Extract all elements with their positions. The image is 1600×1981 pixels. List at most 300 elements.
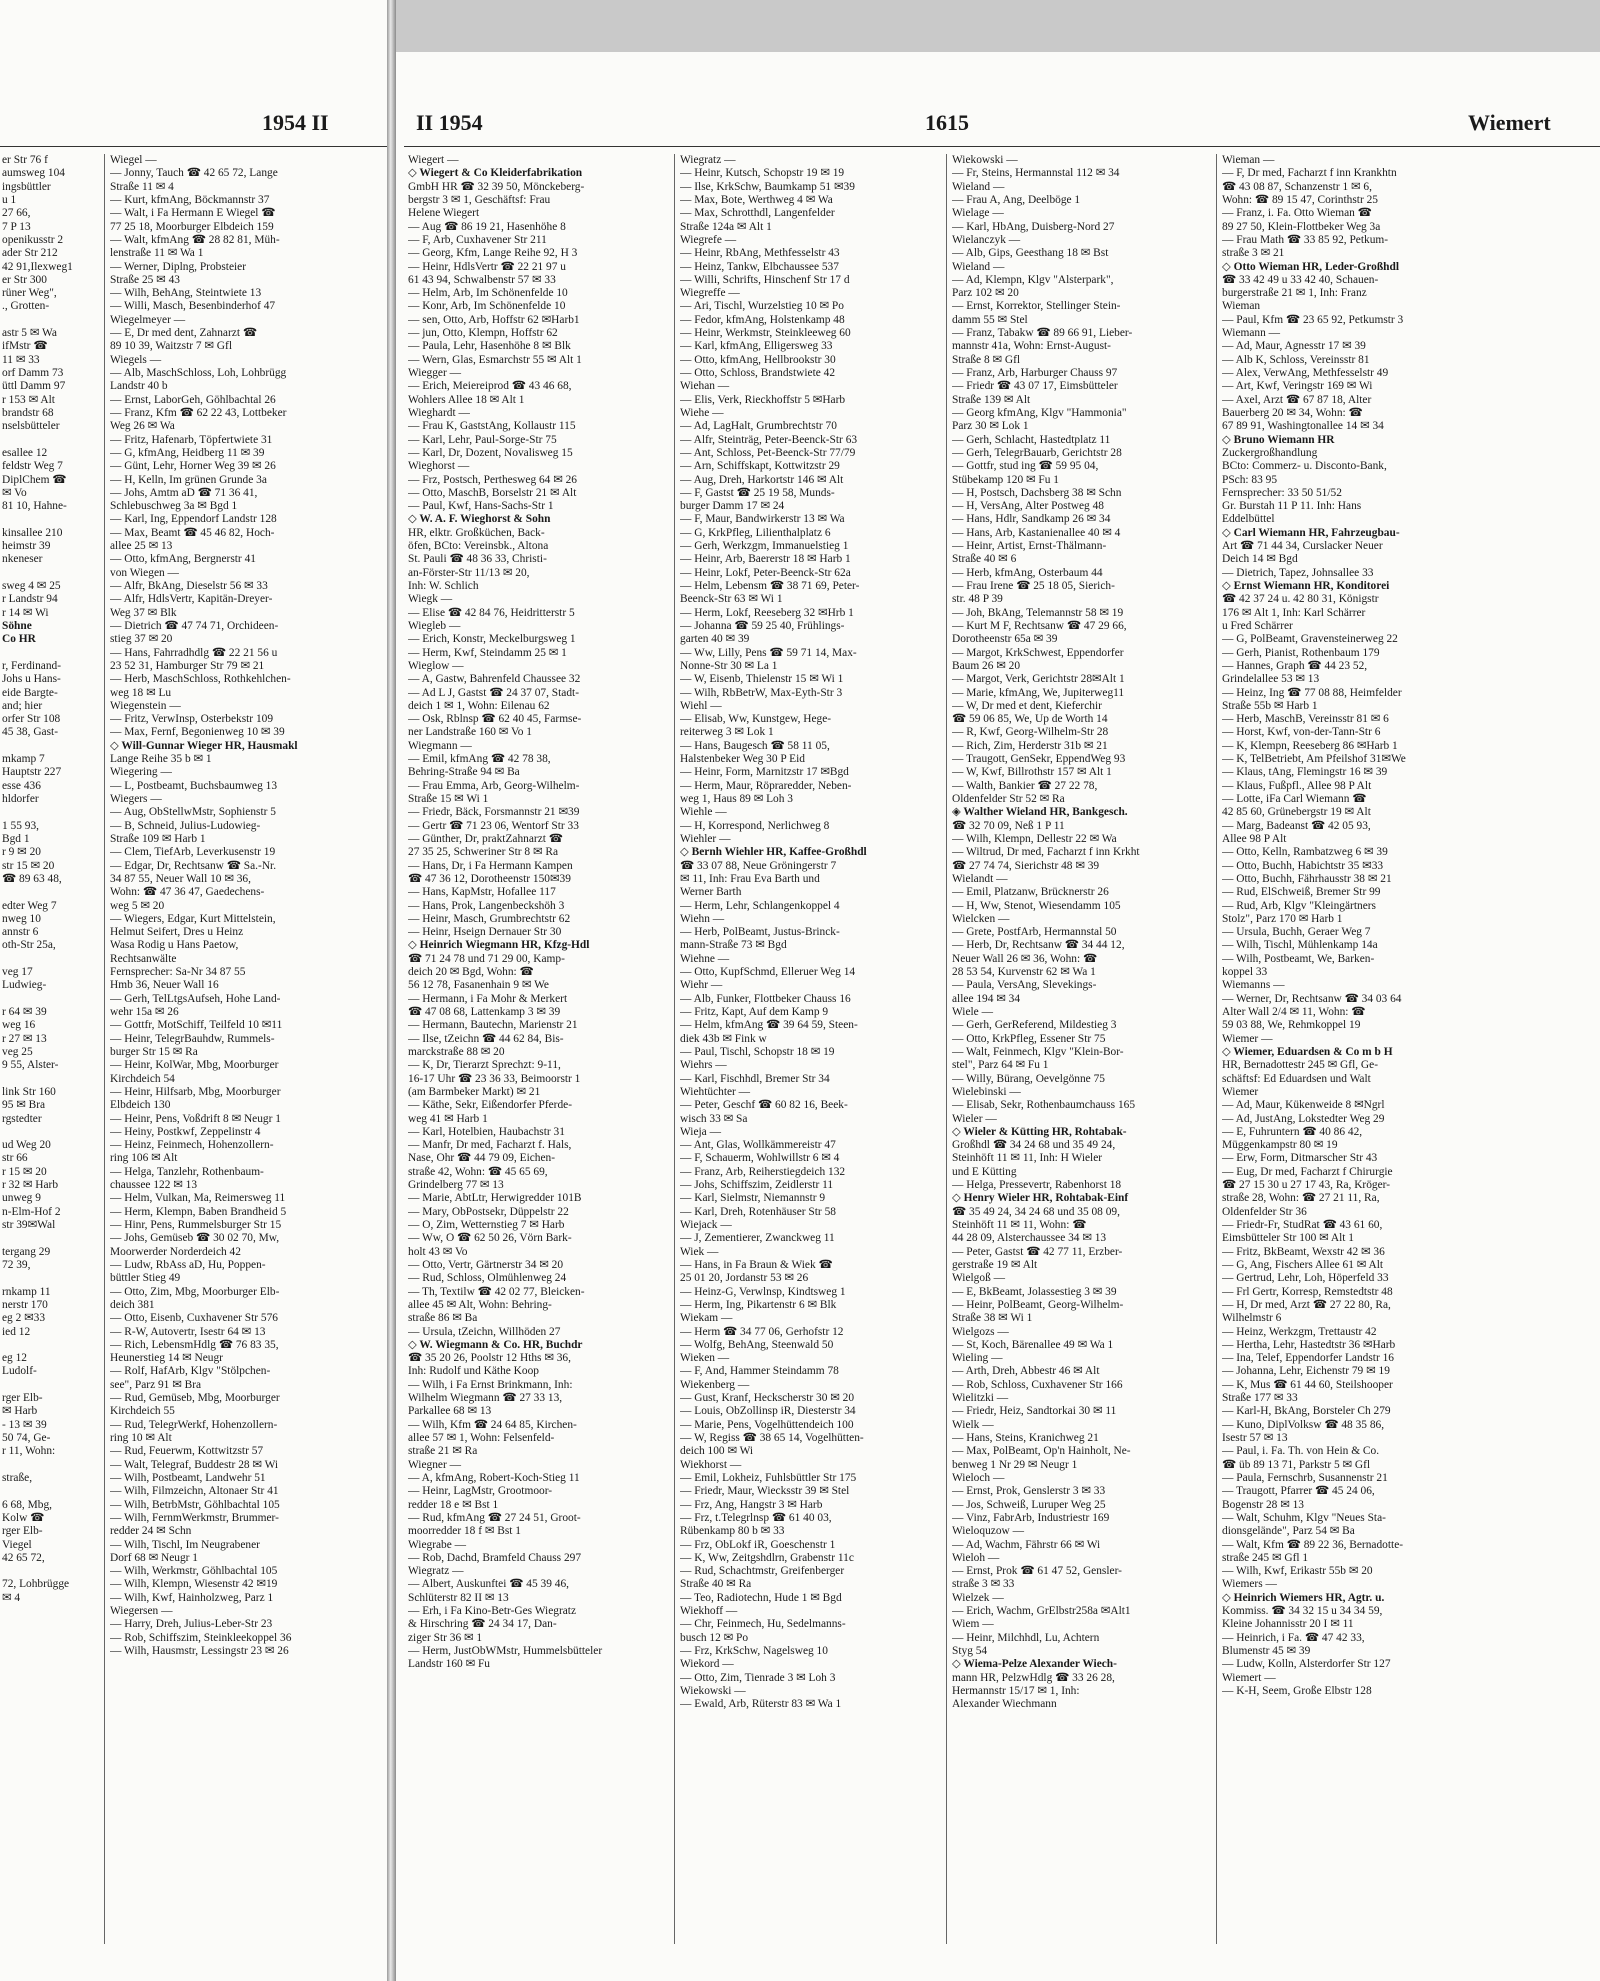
directory-line: Söhne [2, 619, 32, 632]
directory-line [2, 647, 102, 660]
directory-line: — Margot, Verk, Gerichtstr 28✉Alt 1 [952, 673, 1125, 686]
directory-line: 27 66, [2, 207, 31, 220]
directory-line: ◇ Carl Wiemann HR, Fahrzeugbau- [1222, 526, 1400, 539]
directory-line: — Paul, i. Fa. Th. von Hein & Co. [1222, 1445, 1380, 1458]
directory-line: Baum 26 ✉ 20 [952, 659, 1021, 672]
directory-line: moorredder 18 f ✉ Bst 1 [408, 1525, 521, 1538]
directory-line: redder 24 ✉ Schn [110, 1525, 192, 1538]
directory-line: — H, Dr med, Arzt ☎ 27 22 80, Ra, [1222, 1298, 1391, 1311]
directory-line: reiterweg 3 ✉ Lok 1 [680, 726, 774, 739]
directory-line: Helmut Seifert, Dres u Heinz [110, 926, 244, 939]
directory-line: — Paula, Fernschrb, Susannenstr 21 [1222, 1471, 1388, 1484]
column-divider [104, 154, 105, 1944]
directory-line: — Vinz, FabrArb, Industriestr 169 [952, 1511, 1110, 1524]
directory-line: — Helm, Vulkan, Ma, Reimersweg 11 [110, 1192, 286, 1205]
directory-line: — Gerh, Schlacht, Hastedtplatz 11 [952, 433, 1111, 446]
directory-line: — Art, Kwf, Veringstr 169 ✉ Wi [1222, 380, 1373, 393]
directory-line: er Str 300 [2, 273, 47, 286]
directory-line: — Wilh, BetrbMstr, Göhlbachtal 105 [110, 1498, 280, 1511]
directory-line: Wiegert — [408, 154, 459, 166]
directory-line: Wiemer — [1222, 1032, 1273, 1045]
directory-line: — Gerh, TelLtgsAufseh, Hohe Land- [110, 992, 281, 1005]
directory-line: straße, [2, 1471, 33, 1484]
directory-line: mann HR, PelzwHdlg ☎ 33 26 28, [952, 1671, 1115, 1684]
directory-line [2, 1565, 102, 1578]
directory-line: Wiejack — [680, 1219, 732, 1231]
directory-line [2, 1485, 102, 1498]
directory-line: — Karl, Hotelbien, Haubachstr 31 [408, 1125, 565, 1138]
directory-line: — Grete, PostfArb, Hermannstal 50 [952, 926, 1117, 939]
directory-line: Straße 11 ✉ 4 [110, 180, 174, 193]
directory-line: eide Bargte- [2, 686, 58, 699]
directory-line: 7 P 13 [2, 220, 31, 233]
directory-line: — Ilse, tZeichn ☎ 44 62 84, Bis- [408, 1032, 564, 1045]
column-divider [1216, 154, 1217, 1944]
directory-line: Wielandt — [952, 872, 1008, 885]
directory-line: — Wilh, Werkmstr, Göhlbachtal 105 [110, 1565, 278, 1578]
directory-line: — Fritz, VerwInsp, Osterbekstr 109 [110, 713, 274, 726]
directory-line: garten 40 ✉ 39 [680, 633, 750, 646]
directory-line: — Arth, Dreh, Abbestr 46 ✉ Alt [952, 1365, 1100, 1378]
directory-line: — Paula, VersAng, Slevekings- [952, 979, 1097, 992]
directory-line: — sen, Otto, Arb, Hoffstr 62 ✉Harb1 [408, 313, 580, 326]
directory-line: nerstr 170 [2, 1298, 48, 1311]
directory-line: BCto: Commerz- u. Disconto-Bank, [1222, 460, 1387, 473]
directory-line: — Alex, VerwAng, Methfesselstr 49 [1222, 367, 1389, 379]
directory-line: nkeneser [2, 553, 43, 566]
directory-line: rnkamp 11 [2, 1285, 51, 1298]
directory-line: — Ilse, KrkSchw, Baumkamp 51 ✉39 [680, 180, 855, 193]
directory-line: Grindelberg 77 ✉ 13 [408, 1179, 504, 1192]
directory-line: ◇ Bernh Wiehler HR, Kaffee-Großhdl [680, 846, 867, 859]
directory-line: — R-W, Autovertr, Isestr 64 ✉ 13 [110, 1325, 266, 1338]
directory-line: str 15 ✉ 20 [2, 859, 55, 872]
directory-line: — A, Gastw, Bahrenfeld Chaussee 32 [408, 673, 581, 686]
directory-line: — Otto, Buchh, Habichtstr 35 ✉33 [1222, 859, 1384, 872]
directory-line: — Willi, Schrifts, Hinschenf Str 17 d [680, 273, 850, 286]
directory-line: benweg 1 Nr 29 ✉ Neugr 1 [952, 1458, 1078, 1471]
directory-line: — Ernst, Prok ☎ 61 47 52, Gensler- [952, 1565, 1122, 1578]
directory-line: Landstr 160 ✉ Fu [408, 1658, 490, 1671]
directory-line: Straße 8 ✉ Gfl [952, 353, 1021, 366]
directory-line: Wieghardt — [408, 406, 470, 419]
directory-line: — Wiltrud, Dr med, Facharzt f inn Krkht [952, 846, 1140, 859]
directory-line: — Kuno, DiplVolksw ☎ 48 35 86, [1222, 1418, 1385, 1431]
directory-line: u Fred Schärrer [1222, 619, 1293, 632]
directory-line: straße 86 ✉ Ba [408, 1312, 478, 1325]
directory-line: — Hans, Steins, Kranichweg 21 [952, 1432, 1099, 1444]
directory-line: — Louis, ObZollinsp iR, Diesterstr 34 [680, 1405, 856, 1418]
directory-column [952, 154, 1212, 1954]
directory-line: ☎ 43 08 87, Schanzenstr 1 ✉ 6, [1222, 180, 1372, 193]
directory-line: — Emil, Lokheiz, Fuhlsbüttler Str 175 [680, 1471, 857, 1484]
directory-line: — Ad, Klempn, Klgv "Alsterpark", [952, 273, 1114, 286]
directory-line: lenstraße 11 ✉ Wa 1 [110, 247, 204, 260]
directory-line: — Max, Beamt ☎ 45 46 82, Hoch- [110, 526, 275, 539]
running-head: Wiemert [1468, 110, 1551, 135]
directory-line: — Karl, Ing, Eppendorf Landstr 128 [110, 513, 277, 526]
directory-line: — Herm, JustObWMstr, Hummelsbütteler [408, 1645, 603, 1657]
directory-line [2, 513, 102, 526]
directory-line: Wiekhorst — [680, 1458, 742, 1471]
directory-line: — Heinz, Werkzgm, Trettaustr 42 [1222, 1325, 1377, 1338]
directory-line: ◇ Heinrich Wiemers HR, Agtr. u. [1222, 1591, 1385, 1604]
directory-line: — Frz, ObLokf iR, Goeschenstr 1 [680, 1538, 836, 1551]
directory-line: Styg 54 [952, 1645, 988, 1657]
directory-line: — Johanna, Lehr, Eichenstr 79 ✉ 19 [1222, 1365, 1390, 1378]
directory-line: Kleine Johannisstr 20 I ✉ 11 [1222, 1618, 1354, 1631]
directory-line: — Heinrich, i Fa. ☎ 47 42 33, [1222, 1631, 1365, 1644]
header-rule-left [0, 146, 387, 147]
directory-line: Wiegk — [408, 593, 453, 606]
directory-line: wehr 15a ✉ 26 [110, 1006, 179, 1018]
directory-line: Wielzek — [952, 1591, 1004, 1604]
directory-line: — Ari, Tischl, Wurzelstieg 10 ✉ Po [680, 300, 844, 313]
directory-line: Wieloquzow — [952, 1525, 1024, 1538]
directory-line: — Wilh, Filmzeichn, Altonaer Str 41 [110, 1485, 279, 1498]
directory-line: — Rolf, HafArb, Klgv "Stölpchen- [110, 1365, 271, 1378]
directory-line: Blumenstr 45 ✉ 39 [1222, 1645, 1311, 1657]
directory-line: Wiehle — [680, 806, 727, 819]
directory-line: Alexander Wiechmann [952, 1698, 1057, 1711]
directory-line: Dorf 68 ✉ Neugr 1 [110, 1551, 198, 1564]
directory-line: Hmb 36, Neuer Wall 16 [110, 979, 219, 992]
directory-line: Wielgoß — [952, 1272, 1006, 1285]
directory-line: Wiegger — [408, 367, 461, 379]
directory-line: HR, Bernadottestr 245 ✉ Gfl, Ge- [1222, 1059, 1379, 1072]
directory-line: — Alfr, Steinträg, Peter-Beenck-Str 63 [680, 433, 858, 446]
directory-line: mkamp 7 [2, 753, 45, 766]
directory-line: — Otto, Vertr, Gärtnerstr 34 ✉ 20 [408, 1258, 564, 1271]
directory-line: — Otto, KrkPfleg, Essener Str 75 [952, 1032, 1106, 1045]
directory-line: Eimsbütteler Str 100 ✉ Alt 1 [1222, 1232, 1354, 1245]
directory-line: ziger Str 36 ✉ 1 [408, 1631, 483, 1644]
directory-line: — Johs, Gemüseb ☎ 30 02 70, Mw, [110, 1232, 280, 1245]
directory-column [680, 154, 942, 1954]
directory-line: Grindelallee 53 ✉ 13 [1222, 673, 1320, 686]
page-number: 1615 [925, 110, 969, 135]
directory-line: — Herm, Klempn, Baben Brandheid 5 [110, 1205, 287, 1218]
directory-line: — Frz, Postsch, Perthesweg 64 ✉ 26 [408, 473, 578, 486]
directory-line: Wieland — [952, 180, 1005, 193]
directory-line: ✉ 4 [2, 1591, 21, 1604]
directory-line: ☎ 27 15 30 u 27 17 43, Ra, Kröger- [1222, 1179, 1391, 1192]
directory-line: 56 12 78, Fasanenhain 9 ✉ We [408, 979, 549, 992]
directory-line: — Axel, Arzt ☎ 67 87 18, Alter [1222, 393, 1372, 406]
directory-line: — Paul, Tischl, Schopstr 18 ✉ 19 [680, 1045, 835, 1058]
directory-line: Steinhöft 11 ✉ 11, Wohn: ☎ [952, 1219, 1087, 1231]
directory-line: — Ursula, Buchh, Geraer Weg 7 [1222, 926, 1371, 939]
directory-line: — Otto, Schloss, Brandstwiete 42 [680, 367, 836, 379]
directory-line: Wieloch — [952, 1471, 1005, 1484]
directory-line: — Rich, Zim, Herderstr 31b ✉ 21 [952, 739, 1108, 752]
directory-line: Wieja — [680, 1125, 721, 1138]
directory-line: r 32 ✉ Harb [2, 1179, 59, 1192]
directory-line: — Ww, O ☎ 62 50 26, Vörn Bark- [408, 1232, 572, 1245]
directory-line: Wiemers — [1222, 1578, 1277, 1591]
directory-line [2, 993, 102, 1006]
directory-line: — Hans, Fahrradhdlg ☎ 22 21 56 u [110, 646, 278, 659]
directory-line: — G, kfmAng, Heidberg 11 ✉ 39 [110, 446, 265, 459]
directory-line: — Emil, Platzanw, Brücknerstr 26 [952, 886, 1109, 899]
directory-line: und E Kütting [952, 1165, 1017, 1178]
directory-line: — Franz, i. Fa. Otto Wieman ☎ [1222, 207, 1372, 220]
directory-line: — Dietrich ☎ 47 74 71, Orchideen- [110, 619, 279, 632]
directory-line: — Otto, Eisenb, Cuxhavener Str 576 [110, 1312, 278, 1325]
directory-line: mann-Straße 73 ✉ Bgd [680, 939, 787, 952]
directory-line: dionsgelände", Parz 54 ✉ Ba [1222, 1525, 1355, 1538]
directory-line: 1 55 93, [2, 819, 40, 832]
directory-line: — Wilh, Postbeamt, Landwehr 51 [110, 1471, 266, 1484]
directory-line: — Arn, Schiffskapt, Kottwitzstr 29 [680, 460, 840, 473]
directory-line: 25 01 20, Jordanstr 53 ✉ 26 [680, 1272, 809, 1285]
directory-line: redder 18 e ✉ Bst 1 [408, 1498, 499, 1511]
directory-line: Parkallee 68 ✉ 13 [408, 1405, 492, 1418]
directory-line: Oldenfelder Str 36 [1222, 1205, 1307, 1218]
directory-line: Kirchdeich 55 [110, 1405, 175, 1418]
directory-line: nweg 10 [2, 912, 41, 925]
directory-line: — Rud, Arb, Klgv "Kleingärtners [1222, 899, 1376, 912]
directory-line: r, Ferdinand- [2, 659, 62, 672]
directory-line: Werner Barth [680, 886, 742, 899]
directory-line: feldstr Weg 7 [2, 460, 63, 473]
directory-line: — Elisab, Ww, Kunstgew, Hege- [680, 713, 832, 726]
directory-line: — Helm, Arb, Im Schönenfelde 10 [408, 287, 568, 300]
directory-line: — Traugott, Pfarrer ☎ 45 24 06, [1222, 1485, 1375, 1498]
directory-line: — Kurt, kfmAng, Böckmannstr 37 [110, 193, 270, 206]
directory-line: deich 381 [110, 1298, 155, 1311]
directory-line [2, 1073, 102, 1086]
directory-line: r 153 ✉ Alt [2, 393, 55, 406]
directory-line: — Karl, Fischhdl, Bremer Str 34 [680, 1072, 830, 1085]
directory-line: — Ant, Glas, Wollkämmereistr 47 [680, 1139, 836, 1152]
directory-line: — Karl, Dreh, Rotenhäuser Str 58 [680, 1205, 836, 1218]
directory-line: — Alb, MaschSchloss, Loh, Lohbrügg [110, 367, 287, 379]
directory-line: 44 28 09, Alsterchaussee 34 ✉ 13 [952, 1232, 1107, 1245]
directory-column [1222, 154, 1594, 1954]
directory-line: — Herm, Lehr, Schlangenkoppel 4 [680, 899, 840, 912]
directory-line: — Hans, KapMstr, Hofallee 117 [408, 886, 556, 899]
directory-line: Wiehl — [680, 699, 722, 712]
directory-line: — Heinz-G, Verwlnsp, Kindtsweg 1 [680, 1285, 846, 1298]
directory-line: — L, Postbeamt, Buchsbaumweg 13 [110, 779, 278, 792]
directory-line: Stübekamp 120 ✉ Fu 1 [952, 473, 1059, 486]
directory-line: — Heinr, Werkmstr, Steinkleeweg 60 [680, 327, 851, 340]
directory-line: Zuckergroßhandlung [1222, 446, 1318, 459]
directory-line: — Marie, AbtLtr, Herwigredder 101B [408, 1192, 582, 1205]
directory-line: — Wilh, Klempn, Wiesenstr 42 ✉19 [110, 1578, 278, 1591]
directory-line: — G, Ang, Fischers Allee 61 ✉ Alt [1222, 1258, 1384, 1271]
directory-line: — Heinr, Lokf, Peter-Beenck-Str 62a [680, 566, 851, 579]
directory-line: str. 48 P 39 [952, 593, 1003, 606]
directory-line: 77 25 18, Moorburger Elbdeich 159 [110, 220, 274, 233]
directory-line: — Wilh, Kwf, Erikastr 55b ✉ 20 [1222, 1565, 1373, 1578]
directory-line: Wiegrabe — [408, 1538, 467, 1551]
directory-line: ◇ Wiema-Pelze Alexander Wiech- [952, 1658, 1117, 1671]
directory-line: Heunerstieg 14 ✉ Neugr [110, 1352, 223, 1365]
directory-line: — Heinr, Form, Marnitzstr 17 ✉Bgd [680, 766, 849, 779]
directory-line: heimstr 39 [2, 540, 51, 553]
directory-line: — Walt, Feinmech, Klgv "Klein-Bor- [952, 1045, 1124, 1058]
directory-line: Stolz", Parz 170 ✉ Harb 1 [1222, 912, 1343, 925]
directory-line: — Herm, Maur, Röpraredder, Neben- [680, 779, 852, 792]
directory-line: — Heinr, TelegrBauhdw, Rummels- [110, 1032, 275, 1045]
directory-line: — Herb, MaschB, Vereinsstr 81 ✉ 6 [1222, 713, 1389, 726]
directory-line: diek 43b ✉ Fink w [680, 1032, 767, 1045]
directory-line: weg 41 ✉ Harb 1 [408, 1112, 488, 1125]
directory-line: — Erich, Meiereiprod ☎ 43 46 68, [408, 380, 572, 393]
directory-line: — Wilh, Hausmstr, Lessingstr 23 ✉ 26 [110, 1645, 289, 1657]
directory-line: n-Elm-Hof 2 [2, 1205, 61, 1218]
right-page-year: II 1954 [416, 110, 483, 135]
directory-line: — Marie, Pens, Vogelhüttendeich 100 [680, 1418, 854, 1431]
directory-line: rger Elb- [2, 1525, 43, 1538]
directory-line: — Ewald, Arb, Rüterstr 83 ✉ Wa 1 [680, 1698, 842, 1711]
directory-line: Wiegering — [110, 766, 172, 779]
directory-line: — Hinr, Pens, Rummelsburger Str 15 [110, 1219, 282, 1231]
directory-line: Wielanczyk — [952, 233, 1021, 246]
directory-line: — Marie, kfmAng, We, Jupiterweg11 [952, 686, 1125, 699]
directory-line: — Heinr, Arb, Baererstr 18 ✉ Harb 1 [680, 553, 851, 566]
directory-line: 89 27 50, Klein-Flottbeker Weg 3a [1222, 220, 1381, 233]
directory-line: straße 42, Wohn: ☎ 45 65 69, [408, 1165, 548, 1178]
directory-line: — Horst, Kwf, von-der-Tann-Str 6 [1222, 726, 1381, 739]
book-gutter [387, 0, 396, 1981]
directory-line: burger Damm 17 ✉ 24 [680, 500, 785, 513]
directory-line: — Friedr, Maur, Wiecksstr 39 ✉ Stel [680, 1485, 850, 1498]
directory-line: Wiem — [952, 1618, 994, 1631]
directory-line: — Günt, Lehr, Horner Weg 39 ✉ 26 [110, 460, 276, 473]
directory-line: Johs u Hans- [2, 673, 61, 686]
directory-line: str 66 [2, 1152, 28, 1165]
directory-line: Elbdeich 130 [110, 1099, 171, 1112]
directory-line: Wiegels — [110, 353, 162, 366]
directory-line: — Alb K, Schloss, Vereinsstr 81 [1222, 353, 1370, 366]
directory-column [110, 154, 382, 1954]
directory-line: Wielgozs — [952, 1325, 1009, 1338]
directory-line: Wieling — [952, 1352, 1003, 1365]
directory-line: — Eug, Dr med, Facharzt f Chirurgie [1222, 1165, 1393, 1178]
directory-line: — Gerh, Pianist, Rothenbaum 179 [1222, 646, 1380, 659]
directory-line: — Ad, Maur, Agnesstr 17 ✉ 39 [1222, 340, 1366, 353]
directory-line: r Landstr 94 [2, 593, 58, 606]
directory-line: — Heinr, LagMstr, Grootmoor- [408, 1485, 553, 1498]
directory-line: ☎ 47 36 12, Dorotheenstr 150✉39 [408, 872, 571, 885]
directory-line: — Rob, Schiffszim, Steinkleekoppel 36 [110, 1631, 292, 1644]
directory-line: Dorotheenstr 65a ✉ 39 [952, 633, 1058, 646]
directory-line: Landstr 40 b [110, 380, 168, 393]
directory-line: — Frz, KrkSchw, Nagelsweg 10 [680, 1645, 828, 1657]
directory-line: see", Parz 91 ✉ Bra [110, 1378, 202, 1391]
directory-line: ◇ Wiegert & Co Kleiderfabrikation [408, 167, 583, 180]
directory-line: — Lotte, iFa Carl Wiemann ☎ [1222, 793, 1367, 805]
directory-line: — Willy, Bürang, Oevelgönne 75 [952, 1072, 1105, 1085]
directory-line: burgerstraße 21 ✉ 1, Inh: Franz [1222, 287, 1367, 300]
directory-line: — Heinr, KolWar, Mbg, Moorburger [110, 1059, 279, 1072]
directory-line: — Aug, Dreh, Harkortstr 146 ✉ Alt [680, 473, 844, 486]
directory-line: — Herb, MaschSchloss, Rothkehlchen- [110, 673, 291, 686]
directory-line: — Wilh, RbBetrW, Max-Eyth-Str 3 [680, 686, 843, 699]
directory-line: — Hermann, i Fa Mohr & Merkert [408, 992, 568, 1005]
directory-line: Wohn: ☎ 47 36 47, Gaedechens- [110, 886, 265, 899]
directory-line: weg 18 ✉ Lu [110, 686, 172, 699]
directory-line: 6 68, Mbg, [2, 1498, 52, 1511]
directory-line: — Heiny, Postkwf, Zeppelinstr 4 [110, 1125, 261, 1138]
directory-line: — O, Zim, Wetternstieg 7 ✉ Harb [408, 1219, 565, 1231]
directory-line: — Gottfr, MotSchiff, Teilfeld 10 ✉11 [110, 1019, 283, 1032]
directory-line: — Ad L J, Gastst ☎ 24 37 07, Stadt- [408, 686, 580, 699]
directory-line: — Jos, Schweiß, Luruper Weg 25 [952, 1498, 1106, 1511]
directory-line: — Rud, Schloss, Olmühlenweg 24 [408, 1272, 567, 1285]
directory-line: ◇ Will-Gunnar Wieger HR, Hausmakl [110, 739, 298, 752]
directory-line: Wiegersen — [110, 1605, 173, 1618]
directory-line: rgstedter [2, 1112, 42, 1125]
directory-line: — Joh, BkAng, Telemannstr 58 ✉ 19 [952, 606, 1124, 619]
directory-line: — Ant, Schloss, Pet-Beenck-Str 77/79 [680, 446, 856, 459]
directory-line: — Erw, Form, Ditmarscher Str 43 [1222, 1152, 1378, 1165]
directory-line: & Hirschring ☎ 24 34 17, Dan- [408, 1618, 557, 1631]
directory-line: r 14 ✉ Wi [2, 606, 49, 619]
directory-line: — Hans, Dr, i Fa Hermann Kampen [408, 859, 573, 872]
directory-line: — Franz, Arb, Reiherstiegdeich 132 [680, 1165, 846, 1178]
directory-line: deich 1 ✉ 1, Wohn: Eilenau 62 [408, 699, 550, 712]
directory-line: hldorfer [2, 793, 39, 805]
directory-line: — Karl, Sielmstr, Niemannstr 9 [680, 1192, 826, 1205]
directory-line: link Str 160 [2, 1085, 56, 1098]
directory-line: — Walt, kfmAng ☎ 28 82 81, Müh- [110, 233, 280, 246]
directory-line: ◈ Walther Wieland HR, Bankgesch. [952, 806, 1128, 819]
directory-line: Wielcken — [952, 912, 1010, 925]
directory-line: — Heinr, Milchhdl, Lu, Achtern [952, 1631, 1100, 1644]
directory-line: — Georg, Kfm, Lange Reihe 92, H 3 [408, 247, 578, 260]
directory-line: — Clem, TiefArb, Leverkusenstr 19 [110, 846, 276, 859]
directory-line: St. Pauli ☎ 48 36 33, Christi- [408, 553, 547, 566]
directory-line: (am Barmbeker Markt) ✉ 21 [408, 1085, 541, 1098]
directory-line: ☎ 42 37 24 u. 42 80 31, Königstr [1222, 593, 1379, 606]
directory-line: Wiegratz — [680, 154, 736, 166]
directory-line: Co HR [2, 633, 36, 646]
directory-line: 72 39, [2, 1258, 31, 1271]
directory-line: Neuer Wall 26 ✉ 36, Wohn: ☎ [952, 952, 1098, 965]
directory-line: Wielage — [952, 207, 1004, 220]
directory-line: Wiele — [952, 1006, 993, 1018]
directory-line: 72, Lohbrügge [2, 1578, 70, 1591]
directory-line: 42 85 60, Grünebergstr 19 ✉ Alt [1222, 806, 1371, 819]
directory-line: and; hier [2, 699, 43, 712]
directory-line: ☎ 27 74 74, Sierichstr 48 ✉ 39 [952, 859, 1100, 872]
directory-line: PSch: 83 95 [1222, 473, 1278, 486]
directory-line: ◇ W. Wiegmann & Co. HR, Buchdr [408, 1338, 583, 1351]
directory-line: Moorwerder Norderdeich 42 [110, 1245, 241, 1258]
directory-line: — Herm, Ing, Pikartenstr 6 ✉ Blk [680, 1298, 837, 1311]
directory-line: — Alfr, BkAng, Dieselstr 56 ✉ 33 [110, 580, 268, 592]
directory-line: ner Landstraße 160 ✉ Vo 1 [408, 726, 532, 739]
directory-line: ., Grotten- [2, 300, 50, 313]
directory-line: Kommiss. ☎ 34 32 15 u 34 34 59, [1222, 1605, 1383, 1618]
directory-line: — Fedor, kfmAng, Holstenkamp 48 [680, 313, 845, 326]
directory-line: — Harry, Dreh, Julius-Leber-Str 23 [110, 1618, 273, 1631]
column-divider [674, 154, 675, 1944]
directory-line: ☎ 35 49 24, 34 24 68 und 35 08 09, [952, 1205, 1120, 1218]
directory-line: — K, Klempn, Reeseberg 86 ✉Harb 1 [1222, 739, 1398, 752]
directory-line: — Rich, LebensmHdlg ☎ 76 83 35, [110, 1338, 279, 1351]
directory-line: ◇ Bruno Wiemann HR [1222, 433, 1335, 446]
directory-line: — Ad, JustAng, Lokstedter Weg 29 [1222, 1112, 1385, 1125]
directory-line: — Paul, Kwf, Hans-Sachs-Str 1 [408, 500, 554, 513]
directory-line: straße 21 ✉ Ra [408, 1445, 478, 1458]
directory-line: Nase, Ohr ☎ 44 79 09, Eichen- [408, 1152, 556, 1165]
directory-line: Ludwieg- [2, 979, 47, 992]
